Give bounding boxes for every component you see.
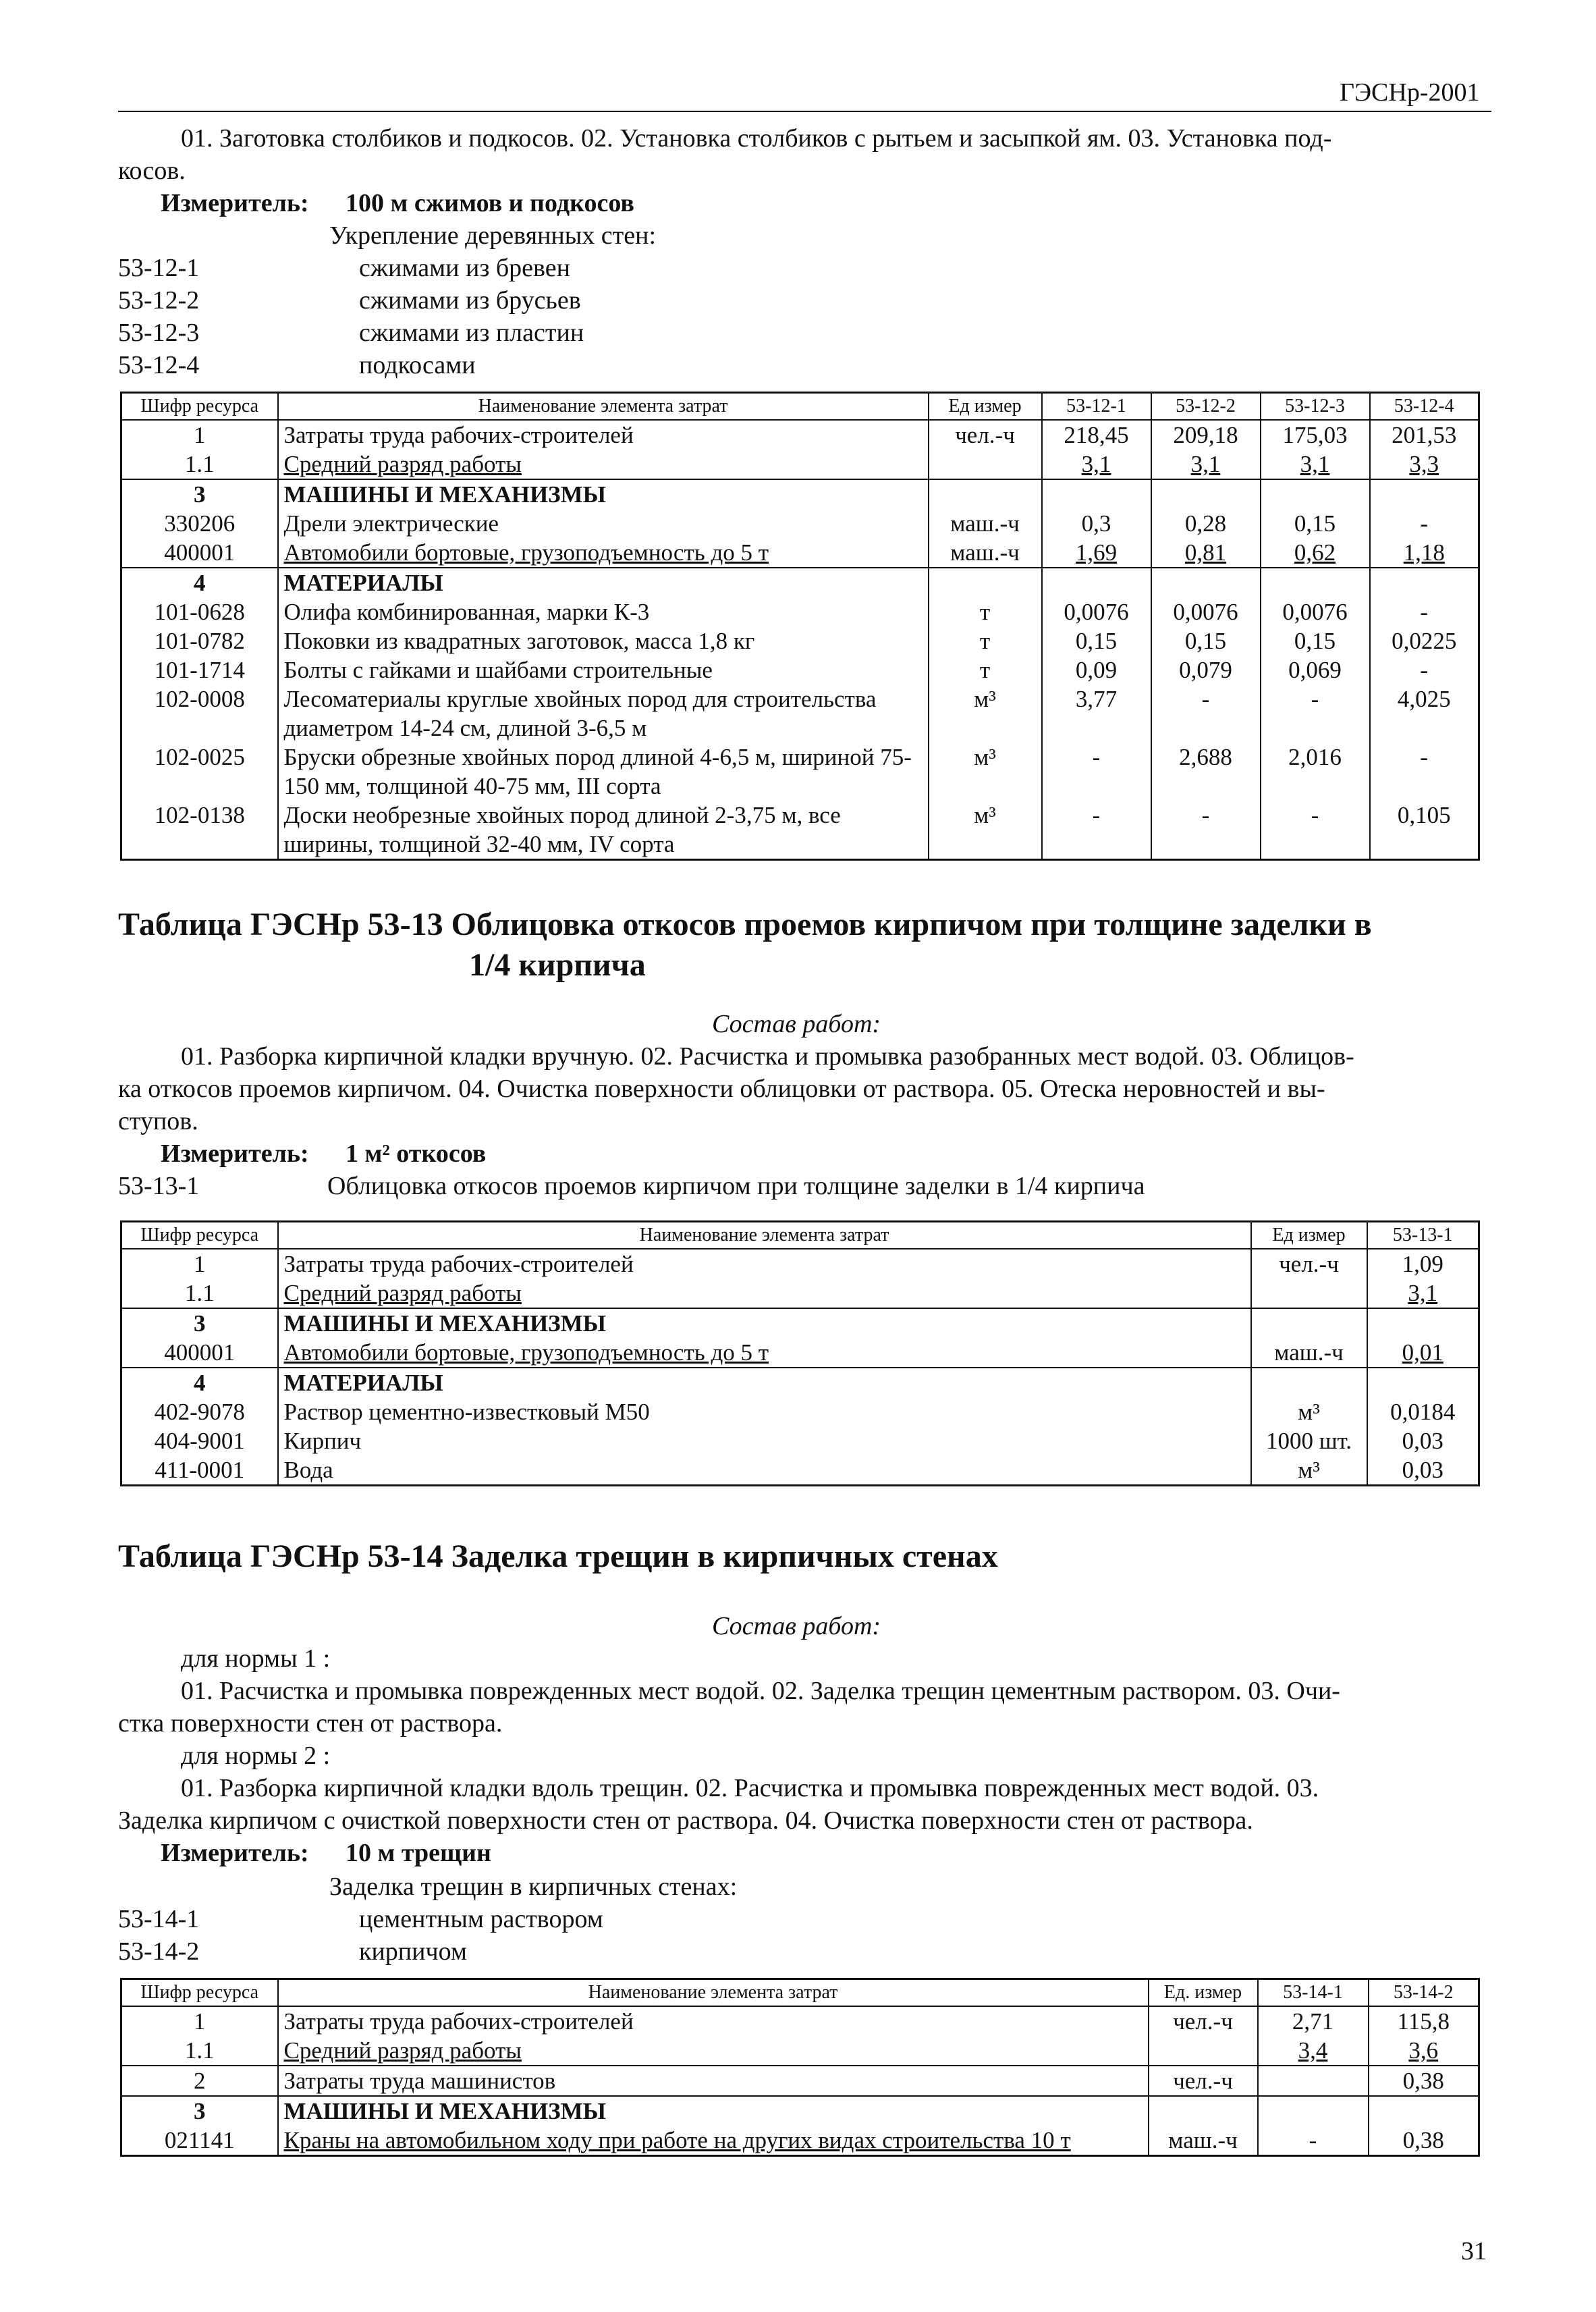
t12-norm-code: 53-12-3 <box>118 319 200 347</box>
cell-name: Затраты труда машинистов <box>278 2066 1149 2096</box>
cell-code: 3 <box>121 479 278 509</box>
t14-group-title: Заделка трещин в кирпичных стенах: <box>329 1873 738 1901</box>
cell-value: 0,0225 <box>1370 626 1479 655</box>
table-row <box>121 2006 1479 2036</box>
t12-norm-code: 53-12-2 <box>118 286 200 315</box>
t12-intro: 01. Заготовка столбиков и подкосов. 02. Установка столбиков с рытьем и засыпкой ям. 03. Установка под- <box>181 124 1332 153</box>
cell-unit: м³ <box>1251 1397 1367 1426</box>
t14-norm-name: цементным раствором <box>359 1905 603 1933</box>
cell-value: - <box>1258 2126 1369 2156</box>
table-row <box>121 597 1479 626</box>
t13-intro-line2: ка откосов проемов кирпичом. 04. Очистка поверхности облицовки от раствора. 05. Отеска неровностей и вы- <box>118 1075 1325 1103</box>
table-row <box>121 655 1479 684</box>
cell-unit <box>1251 1279 1367 1308</box>
cell-value <box>1258 2066 1369 2096</box>
cell-unit: чел.-ч <box>1149 2066 1258 2096</box>
cell-value: - <box>1370 597 1479 626</box>
t13-title-line1: Таблица ГЭСНр 53-13 Облицовка откосов проемов кирпичом при толщине заделки в <box>118 907 1372 942</box>
cell-value: 3,1 <box>1151 450 1261 479</box>
t12-norm-code: 53-12-4 <box>118 351 200 379</box>
header-cell: Шифр ресурса <box>121 393 278 421</box>
cell-value: - <box>1370 509 1479 538</box>
cell-value: 209,18 <box>1151 420 1261 450</box>
t14-norm-code: 53-14-1 <box>118 1905 200 1933</box>
cell-unit: м³ <box>929 684 1042 743</box>
header-divider <box>118 111 1491 112</box>
cell-name: Затраты труда рабочих-строителей <box>278 420 929 450</box>
header-cell: 53-12-4 <box>1370 393 1479 421</box>
table-row <box>121 1455 1479 1486</box>
cell-value: 2,688 <box>1151 743 1261 801</box>
cell-name: Поковки из квадратных заготовок, масса 1,8 кг <box>278 626 929 655</box>
cell-name: Олифа комбинированная, марки К-3 <box>278 597 929 626</box>
t13-meter-label: Измеритель: <box>161 1139 309 1168</box>
cell-code: 404-9001 <box>121 1426 278 1455</box>
cell-name: Автомобили бортовые, грузоподъемность до 5 т <box>278 1338 1251 1368</box>
table-row <box>121 1338 1479 1368</box>
table-row <box>121 509 1479 538</box>
cell-code: 1.1 <box>121 1279 278 1308</box>
cell-value: 0,15 <box>1042 626 1151 655</box>
cell-unit: т <box>929 626 1042 655</box>
header-cell: 53-12-3 <box>1261 393 1370 421</box>
table-row <box>121 538 1479 568</box>
cell-unit: 1000 шт. <box>1251 1426 1367 1455</box>
cell-code: 1.1 <box>121 2036 278 2066</box>
t13-norm-code: 53-13-1 <box>118 1172 200 1200</box>
cell-unit: маш.-ч <box>929 509 1042 538</box>
cell-name: Автомобили бортовые, грузоподъемность до 5 т <box>278 538 929 568</box>
header-cell: Наименование элемента затрат <box>278 393 929 421</box>
cell-unit <box>1149 2036 1258 2066</box>
table-row <box>121 1249 1479 1279</box>
t14-header-row <box>121 1979 1479 2007</box>
cell-code: 330206 <box>121 509 278 538</box>
cell-unit: чел.-ч <box>1149 2006 1258 2036</box>
t13-header-row <box>121 1222 1479 1249</box>
cell-value: 0,28 <box>1151 509 1261 538</box>
cell-value: - <box>1370 655 1479 684</box>
t12-meter-value: 100 м сжимов и подкосов <box>346 189 634 217</box>
t14-title <box>118 1536 998 1577</box>
cell-name: Затраты труда рабочих-строителей <box>278 2006 1149 2036</box>
t13-title-line2: 1/4 кирпича <box>469 947 646 983</box>
header-cell: Шифр ресурса <box>121 1222 278 1249</box>
cell-value: 1,18 <box>1370 538 1479 568</box>
cell-code: 4 <box>121 568 278 597</box>
t14-norm2-line2: Заделка кирпичом с очисткой поверхности стен от раствора. 04. Очистка поверхности стен от раствора. <box>118 1806 1253 1835</box>
cell-unit: маш.-ч <box>1251 1338 1367 1368</box>
t12-table <box>120 392 1480 861</box>
t14-norm-code: 53-14-2 <box>118 1937 200 1966</box>
cell-code: 1.1 <box>121 450 278 479</box>
cell-code: 400001 <box>121 1338 278 1368</box>
cell-value: 3,6 <box>1369 2036 1479 2066</box>
table-row <box>121 420 1479 450</box>
t14-norm1-line2: стка поверхности стен от раствора. <box>118 1709 503 1738</box>
cell-section: МАШИНЫ И МЕХАНИЗМЫ <box>278 1308 1251 1338</box>
cell-code: 411-0001 <box>121 1455 278 1486</box>
t12-group-title: Укрепление деревянных стен: <box>329 221 657 250</box>
cell-value: 3,1 <box>1261 450 1370 479</box>
cell-section: МАТЕРИАЛЫ <box>278 568 929 597</box>
header-cell: Наименование элемента затрат <box>278 1222 1251 1249</box>
cell-value: 0,03 <box>1367 1426 1479 1455</box>
cell-value: 0,0184 <box>1367 1397 1479 1426</box>
cell-value: 0,09 <box>1042 655 1151 684</box>
table-row <box>121 1368 1479 1397</box>
cell-name: Дрели электрические <box>278 509 929 538</box>
cell-code: 101-0782 <box>121 626 278 655</box>
header-cell: Ед. измер <box>1149 1979 1258 2007</box>
cell-name: Доски необрезные хвойных пород длиной 2-3,75 м, все ширины, толщиной 32-40 мм, IV сорта <box>278 801 929 860</box>
cell-name: Затраты труда рабочих-строителей <box>278 1249 1251 1279</box>
table-row <box>121 743 1479 801</box>
cell-section: МАШИНЫ И МЕХАНИЗМЫ <box>278 2096 1149 2126</box>
cell-code: 400001 <box>121 538 278 568</box>
cell-value: 0,81 <box>1151 538 1261 568</box>
table-row <box>121 1397 1479 1426</box>
cell-value: 2,71 <box>1258 2006 1369 2036</box>
cell-value: 0,0076 <box>1261 597 1370 626</box>
cell-value: 0,0076 <box>1042 597 1151 626</box>
cell-value: 218,45 <box>1042 420 1151 450</box>
cell-value: 3,1 <box>1367 1279 1479 1308</box>
cell-unit: т <box>929 655 1042 684</box>
cell-value: 1,09 <box>1367 1249 1479 1279</box>
t14-meter-label: Измеритель: <box>161 1839 309 1867</box>
cell-unit: м³ <box>1251 1455 1367 1486</box>
cell-value: - <box>1151 801 1261 860</box>
header-cell: Наименование элемента затрат <box>278 1979 1149 2007</box>
cell-value: 0,38 <box>1369 2126 1479 2156</box>
cell-name: Раствор цементно-известковый М50 <box>278 1397 1251 1426</box>
header-cell: 53-13-1 <box>1367 1222 1479 1249</box>
cell-value: 0,15 <box>1261 509 1370 538</box>
header-cell: Ед измер <box>1251 1222 1367 1249</box>
cell-unit: т <box>929 597 1042 626</box>
t14-title-text: Таблица ГЭСНр 53-14 Заделка трещин в кирпичных стенах <box>118 1538 998 1574</box>
cell-code: 102-0008 <box>121 684 278 743</box>
cell-unit: м³ <box>929 743 1042 801</box>
t12-norm-name: подкосами <box>359 351 476 379</box>
cell-code: 101-1714 <box>121 655 278 684</box>
t13-title <box>118 905 1491 986</box>
t12-norm-name: сжимами из брусьев <box>359 286 581 315</box>
t13-table <box>120 1220 1480 1486</box>
cell-value: - <box>1370 743 1479 801</box>
cell-value: - <box>1042 801 1151 860</box>
cell-value: 0,0076 <box>1151 597 1261 626</box>
cell-value: 0,38 <box>1369 2066 1479 2096</box>
cell-name: Бруски обрезные хвойных пород длиной 4-6,5 м, шириной 75-150 мм, толщиной 40-75 мм, III сорта <box>278 743 929 801</box>
cell-code: 2 <box>121 2066 278 2096</box>
cell-unit <box>929 450 1042 479</box>
cell-code: 1 <box>121 420 278 450</box>
cell-name: Средний разряд работы <box>278 2036 1149 2066</box>
t14-norm2-label: для нормы 2 : <box>181 1742 331 1770</box>
cell-value: 0,15 <box>1151 626 1261 655</box>
document-code: ГЭСНр-2001 <box>1340 78 1480 107</box>
table-row <box>121 479 1479 509</box>
cell-code: 402-9078 <box>121 1397 278 1426</box>
cell-value: 0,105 <box>1370 801 1479 860</box>
table-row <box>121 2036 1479 2066</box>
cell-code: 021141 <box>121 2126 278 2156</box>
cell-unit: м³ <box>929 801 1042 860</box>
cell-value: 175,03 <box>1261 420 1370 450</box>
cell-name: Болты с гайками и шайбами строительные <box>278 655 929 684</box>
cell-value: 3,1 <box>1042 450 1151 479</box>
cell-name: Вода <box>278 1455 1251 1486</box>
t14-table <box>120 1978 1480 2157</box>
t13-intro-line3: ступов. <box>118 1107 198 1135</box>
t13-composition-label: Состав работ: <box>712 1010 881 1038</box>
header-cell: Ед измер <box>929 393 1042 421</box>
cell-code: 1 <box>121 2006 278 2036</box>
cell-value: - <box>1151 684 1261 743</box>
t12-norm-name: сжимами из пластин <box>359 319 584 347</box>
page-number: 31 <box>1461 2237 1487 2265</box>
table-row <box>121 1308 1479 1338</box>
t13-intro-line1: 01. Разборка кирпичной кладки вручную. 02. Расчистка и промывка разобранных мест водой. 03. Облицов- <box>181 1042 1354 1071</box>
t12-intro-end: косов. <box>118 157 186 185</box>
table-row <box>121 2096 1479 2126</box>
cell-unit: чел.-ч <box>929 420 1042 450</box>
cell-section: МАШИНЫ И МЕХАНИЗМЫ <box>278 479 929 509</box>
t14-norm1-line1: 01. Расчистка и промывка поврежденных мест водой. 02. Заделка трещин цементным раствором. 03. Очи- <box>181 1677 1340 1705</box>
table-row <box>121 1279 1479 1308</box>
cell-value: 0,15 <box>1261 626 1370 655</box>
cell-value: - <box>1042 743 1151 801</box>
cell-unit: маш.-ч <box>929 538 1042 568</box>
cell-section: МАТЕРИАЛЫ <box>278 1368 1251 1397</box>
table-row <box>121 450 1479 479</box>
table-row <box>121 684 1479 743</box>
cell-code: 1 <box>121 1249 278 1279</box>
cell-value: 3,4 <box>1258 2036 1369 2066</box>
table-row <box>121 2126 1479 2156</box>
header-cell: 53-14-1 <box>1258 1979 1369 2007</box>
t12-norm-name: сжимами из бревен <box>359 254 570 282</box>
cell-value: - <box>1261 801 1370 860</box>
table-row <box>121 568 1479 597</box>
cell-value: 0,3 <box>1042 509 1151 538</box>
cell-value: 0,03 <box>1367 1455 1479 1486</box>
table-row <box>121 1426 1479 1455</box>
cell-value: 0,62 <box>1261 538 1370 568</box>
cell-code: 4 <box>121 1368 278 1397</box>
cell-value: 1,69 <box>1042 538 1151 568</box>
table-row <box>121 2066 1479 2096</box>
t13-norm-name: Облицовка откосов проемов кирпичом при толщине заделки в 1/4 кирпича <box>327 1172 1145 1200</box>
header-cell: Шифр ресурса <box>121 1979 278 2007</box>
header-cell: 53-12-1 <box>1042 393 1151 421</box>
t12-header-row <box>121 393 1479 421</box>
cell-value: 2,016 <box>1261 743 1370 801</box>
cell-value: - <box>1261 684 1370 743</box>
cell-value: 0,079 <box>1151 655 1261 684</box>
t14-norm2-line1: 01. Разборка кирпичной кладки вдоль трещин. 02. Расчистка и промывка поврежденных мест водой. 03. <box>181 1774 1319 1802</box>
cell-value: 0,069 <box>1261 655 1370 684</box>
t14-norm1-label: для нормы 1 : <box>181 1644 331 1673</box>
t13-meter-value: 1 м² откосов <box>346 1139 487 1168</box>
cell-value: 0,01 <box>1367 1338 1479 1368</box>
cell-name: Средний разряд работы <box>278 1279 1251 1308</box>
cell-code: 3 <box>121 2096 278 2126</box>
cell-value: 3,3 <box>1370 450 1479 479</box>
table-row <box>121 801 1479 860</box>
cell-value: 3,77 <box>1042 684 1151 743</box>
header-cell: 53-14-2 <box>1369 1979 1479 2007</box>
cell-unit: маш.-ч <box>1149 2126 1258 2156</box>
cell-name: Средний разряд работы <box>278 450 929 479</box>
cell-value: 115,8 <box>1369 2006 1479 2036</box>
cell-code: 3 <box>121 1308 278 1338</box>
cell-value: 4,025 <box>1370 684 1479 743</box>
t14-composition-label: Состав работ: <box>712 1612 881 1640</box>
cell-name: Краны на автомобильном ходу при работе на других видах строительства 10 т <box>278 2126 1149 2156</box>
cell-code: 101-0628 <box>121 597 278 626</box>
header-cell: 53-12-2 <box>1151 393 1261 421</box>
t12-meter-label: Измеритель: <box>161 189 309 217</box>
t12-norm-code: 53-12-1 <box>118 254 200 282</box>
cell-value: 201,53 <box>1370 420 1479 450</box>
t14-norm-name: кирпичом <box>359 1937 467 1966</box>
cell-name: Кирпич <box>278 1426 1251 1455</box>
cell-code: 102-0025 <box>121 743 278 801</box>
cell-code: 102-0138 <box>121 801 278 860</box>
cell-unit: чел.-ч <box>1251 1249 1367 1279</box>
table-row <box>121 626 1479 655</box>
t14-meter-value: 10 м трещин <box>346 1839 491 1867</box>
cell-name: Лесоматериалы круглые хвойных пород для строительства диаметром 14-24 см, длиной 3-6,5 м <box>278 684 929 743</box>
